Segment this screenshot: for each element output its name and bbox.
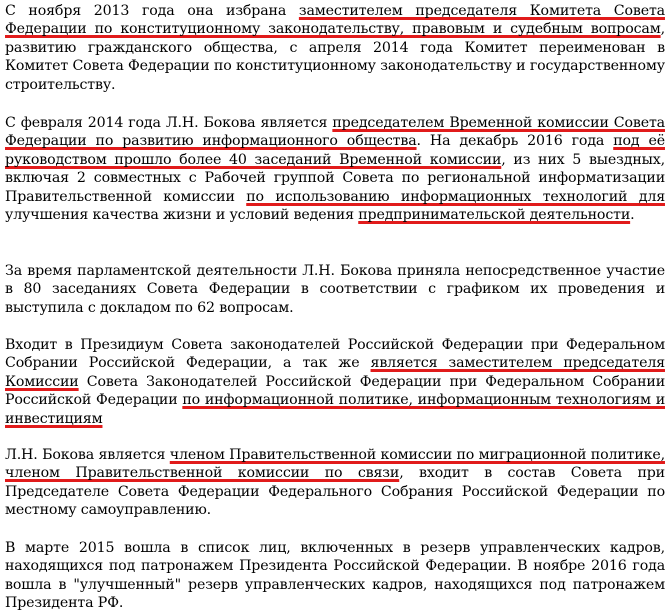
text-segment: Совета Законодателей Российской Федерации при Федеральном Собрании Российской Федерации (5, 373, 665, 409)
text-segment: За время парламентской деятельности Л.Н. Бокова приняла непосредственное участие в 80 заседаниях Совета Федерации в соответствии с графиком их проведения и выступила с докладом по 62 вопросам. (5, 263, 665, 316)
paragraph-temporary-commission (5, 114, 665, 224)
paragraph-council-of-legislators (5, 336, 665, 428)
text-segment: С февраля 2014 года Л.Н. Бокова является (5, 115, 333, 131)
highlighted-segment: по использованию информационных технологий для (246, 188, 665, 205)
text-segment: улучшения качества жизни и условий ведения (5, 207, 359, 224)
highlighted-segment: членом Правительственной комиссии по миграционной политике, членом Правительственной комиссии по связи (5, 447, 665, 482)
text-segment: С ноября 2013 года она избрана (5, 3, 299, 19)
text-segment: , развитию гражданского общества, с апреля 2014 года Комитет переименован в Комитет Совета Федерации по конституционному законодательству и государственному строительству. (5, 21, 665, 93)
highlighted-segment: заместителем председателя Комитета Совета Федерации по конституционному законодательству, правовым и судебным вопросам (5, 3, 665, 38)
paragraph-parliamentary-activity (5, 262, 665, 317)
text-segment: . (630, 207, 635, 224)
paragraph-government-commissions (5, 446, 665, 520)
text-segment: . На декабрь 2016 года (416, 133, 614, 150)
highlighted-segment: является заместителем председателя Комиссии (5, 355, 665, 390)
text-segment: В марте 2015 вошла в список лиц, включенных в резерв управленческих кадров, находящихся под патронажем Президента Российской Федерации. В ноябре 2016 года вошла в "улучшенный" резерв управленческих кадров, находящихся под патронажем Президента РФ. (5, 540, 665, 612)
text-segment: Входит в Президиум Совета законодателей Российской Федерации при Федеральном Собрании Российской Федерации, а так же (5, 337, 665, 372)
text-segment: , из них 5 выездных, включая 2 совместных с Рабочей группой Совета по региональной информатизации Правительственной комиссии (5, 151, 666, 205)
highlighted-segment: по информационной политике, информационным технологиям и инвестициям (5, 392, 665, 427)
highlighted-segment: предпринимательской деятельности (358, 207, 631, 224)
text-segment: , входит в состав Совета при Председателе Совета Федерации Федерального Собрания Российской Федерации по местному самоуправлению. (5, 465, 665, 519)
highlighted-segment: под её руководством прошло более 40 заседаний Временной комиссии (5, 133, 665, 168)
paragraph-personnel-reserve (5, 539, 665, 613)
paragraph-committee-deputy-chair (5, 2, 665, 94)
text-segment: Л.Н. Бокова является (5, 447, 170, 463)
highlighted-segment: председателем Временной комиссии Совета Федерации по развитию информационного общества (5, 115, 665, 150)
